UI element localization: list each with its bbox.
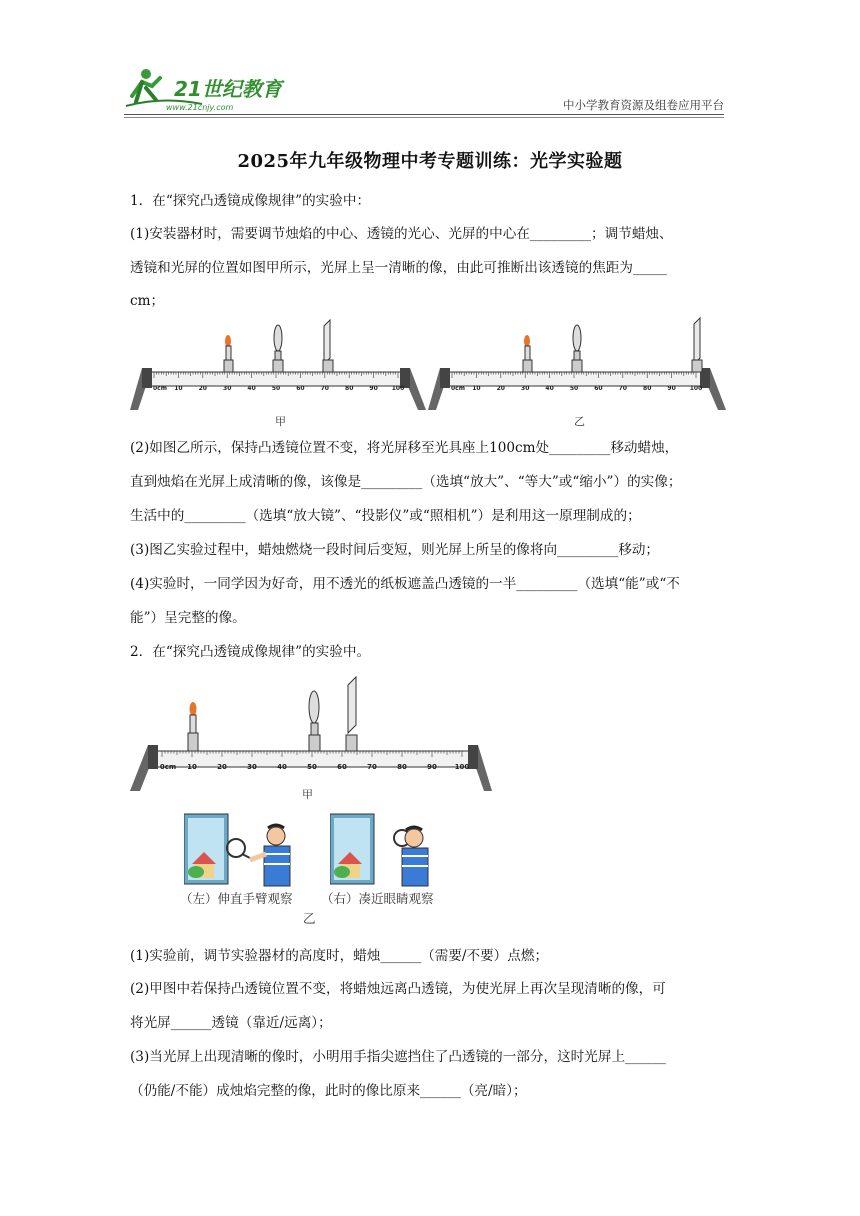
q1-figure-a [130, 316, 426, 412]
q2-figure-a-label: 甲 [302, 788, 313, 801]
q1-part2-line2: 直到烛焰在光屏上成清晰的像，该像是_________（选填“放大”、“等大”或“缩小”）的实像； [130, 474, 682, 490]
ruler-tick-label: 80 [643, 385, 652, 392]
q2-illustration-left [184, 808, 304, 888]
q2-intro: 2．在“探究凸透镜成像规律”的实验中。 [130, 644, 371, 660]
ruler-tick-label: 50 [271, 385, 281, 392]
candle [188, 702, 198, 751]
ruler-tick-label: 90 [369, 385, 378, 392]
logo-21cnjy [122, 66, 292, 114]
q1-intro: 1．在“探究凸透镜成像规律”的实验中： [130, 193, 371, 209]
page-header [122, 66, 726, 116]
ruler-tick-label: 0cm [451, 385, 465, 392]
ruler-tick-label: 100 [391, 385, 405, 392]
ruler-tick-label: 10 [174, 385, 183, 392]
q1-part4-line1: (4)实验时，一同学因为好奇，用不透光的纸板遮盖凸透镜的一半_________（选填“能”或“不 [130, 576, 680, 592]
light-screen [323, 320, 333, 372]
ruler-tick-label: 90 [667, 385, 676, 392]
ruler-tick-label: 10 [187, 763, 197, 771]
ruler-tick-label: 80 [345, 385, 354, 392]
ruler-tick-label: 50 [307, 763, 317, 771]
ruler-tick-label: 50 [569, 385, 579, 392]
light-screen [346, 677, 357, 751]
q1-part1-line3: cm； [130, 293, 165, 309]
ruler-tick-label: 20 [198, 385, 207, 392]
ruler-tick-label: 70 [320, 385, 329, 392]
svg-text:21世纪教育: 21世纪教育 [174, 77, 282, 101]
ruler-tick-label: 100 [689, 385, 703, 392]
convex-lens [572, 325, 582, 372]
ruler-tick-label: 30 [247, 763, 257, 771]
candle [523, 335, 532, 372]
q2-part2-line1: (2)甲图中若保持凸透镜位置不变，将蜡烛远离凸透镜，为使光屏上再次呈现清晰的像，可 [130, 981, 666, 997]
ruler-tick-label: 40 [277, 763, 287, 771]
q2-figure-a [130, 673, 492, 793]
q2-part3-line2: （仍能/不能）成烛焰完整的像，此时的像比原来______（亮/暗）； [130, 1083, 527, 1099]
platform-text: 中小学教育资源及组卷应用平台 [563, 98, 724, 112]
ruler-tick-label: 100 [454, 763, 470, 771]
header-rule-2 [124, 117, 724, 118]
q1-part2-line1: (2)如图乙所示，保持凸透镜位置不变，将光屏移至光具座上100cm处_________移动蜡烛， [130, 440, 679, 456]
ruler-tick-label: 30 [521, 385, 530, 392]
ruler-tick-label: 0cm [153, 385, 167, 392]
ruler-tick-label: 40 [247, 385, 256, 392]
ruler-tick-label: 40 [545, 385, 554, 392]
q2-caption-right: （右）凑近眼睛观察 [321, 891, 434, 906]
ruler-tick-label: 60 [337, 763, 347, 771]
q1-part4-line2: 能”）呈完整的像。 [130, 610, 246, 626]
svg-text:www.21cnjy.com: www.21cnjy.com [166, 103, 234, 112]
q1-part1-line1: (1)安装器材时，需要调节烛焰的中心、透镜的光心、光屏的中心在_________；调节蜡烛、 [130, 226, 673, 242]
ruler-tick-label: 60 [594, 385, 603, 392]
q1-part2-line3: 生活中的_________（选填“放大镜”、“投影仪”或“照相机”）是利用这一原理制成的； [130, 508, 641, 524]
ruler-tick-label: 60 [296, 385, 305, 392]
ruler-tick-label: 20 [496, 385, 505, 392]
q2-part3-line1: (3)当光屏上出现清晰的像时，小明用手指尖遮挡住了凸透镜的一部分，这时光屏上______ [130, 1049, 666, 1065]
ruler-tick-label: 30 [223, 385, 232, 392]
light-screen [692, 318, 702, 372]
ruler-tick-label: 80 [397, 763, 407, 771]
ruler-tick-label: 10 [472, 385, 481, 392]
convex-lens [273, 325, 283, 372]
q2-caption-left: （左）伸直手臂观察 [180, 891, 293, 906]
candle [224, 335, 233, 372]
q1-part3: (3)图乙实验过程中，蜡烛燃烧一段时间后变短，则光屏上所呈的像将向_________移动； [130, 542, 660, 558]
q2-part2-line2: 将光屏______透镜（靠近/远离）； [130, 1015, 332, 1031]
convex-lens [309, 691, 320, 751]
ruler-tick-label: 0cm [159, 763, 177, 771]
header-rule [124, 114, 724, 115]
page-title: 2025年九年级物理中考专题训练：光学实验题 [237, 151, 623, 172]
q1-figure-b [428, 316, 728, 412]
ruler-tick-label: 20 [217, 763, 227, 771]
q1-figure-b-label: 乙 [574, 415, 585, 428]
ruler-tick-label: 70 [367, 763, 377, 771]
q1-figure-a-label: 甲 [275, 415, 286, 428]
ruler-tick-label: 70 [618, 385, 627, 392]
q2-illustration-right [330, 808, 440, 888]
q1-part1-line2: 透镜和光屏的位置如图甲所示，光屏上呈一清晰的像，由此可推断出该透镜的焦距为_____ [130, 260, 667, 276]
q2-part1: (1)实验前，调节实验器材的高度时，蜡烛______（需要/不要）点燃； [130, 948, 549, 964]
q2-figure-b-label: 乙 [303, 911, 316, 926]
ruler-tick-label: 90 [427, 763, 437, 771]
